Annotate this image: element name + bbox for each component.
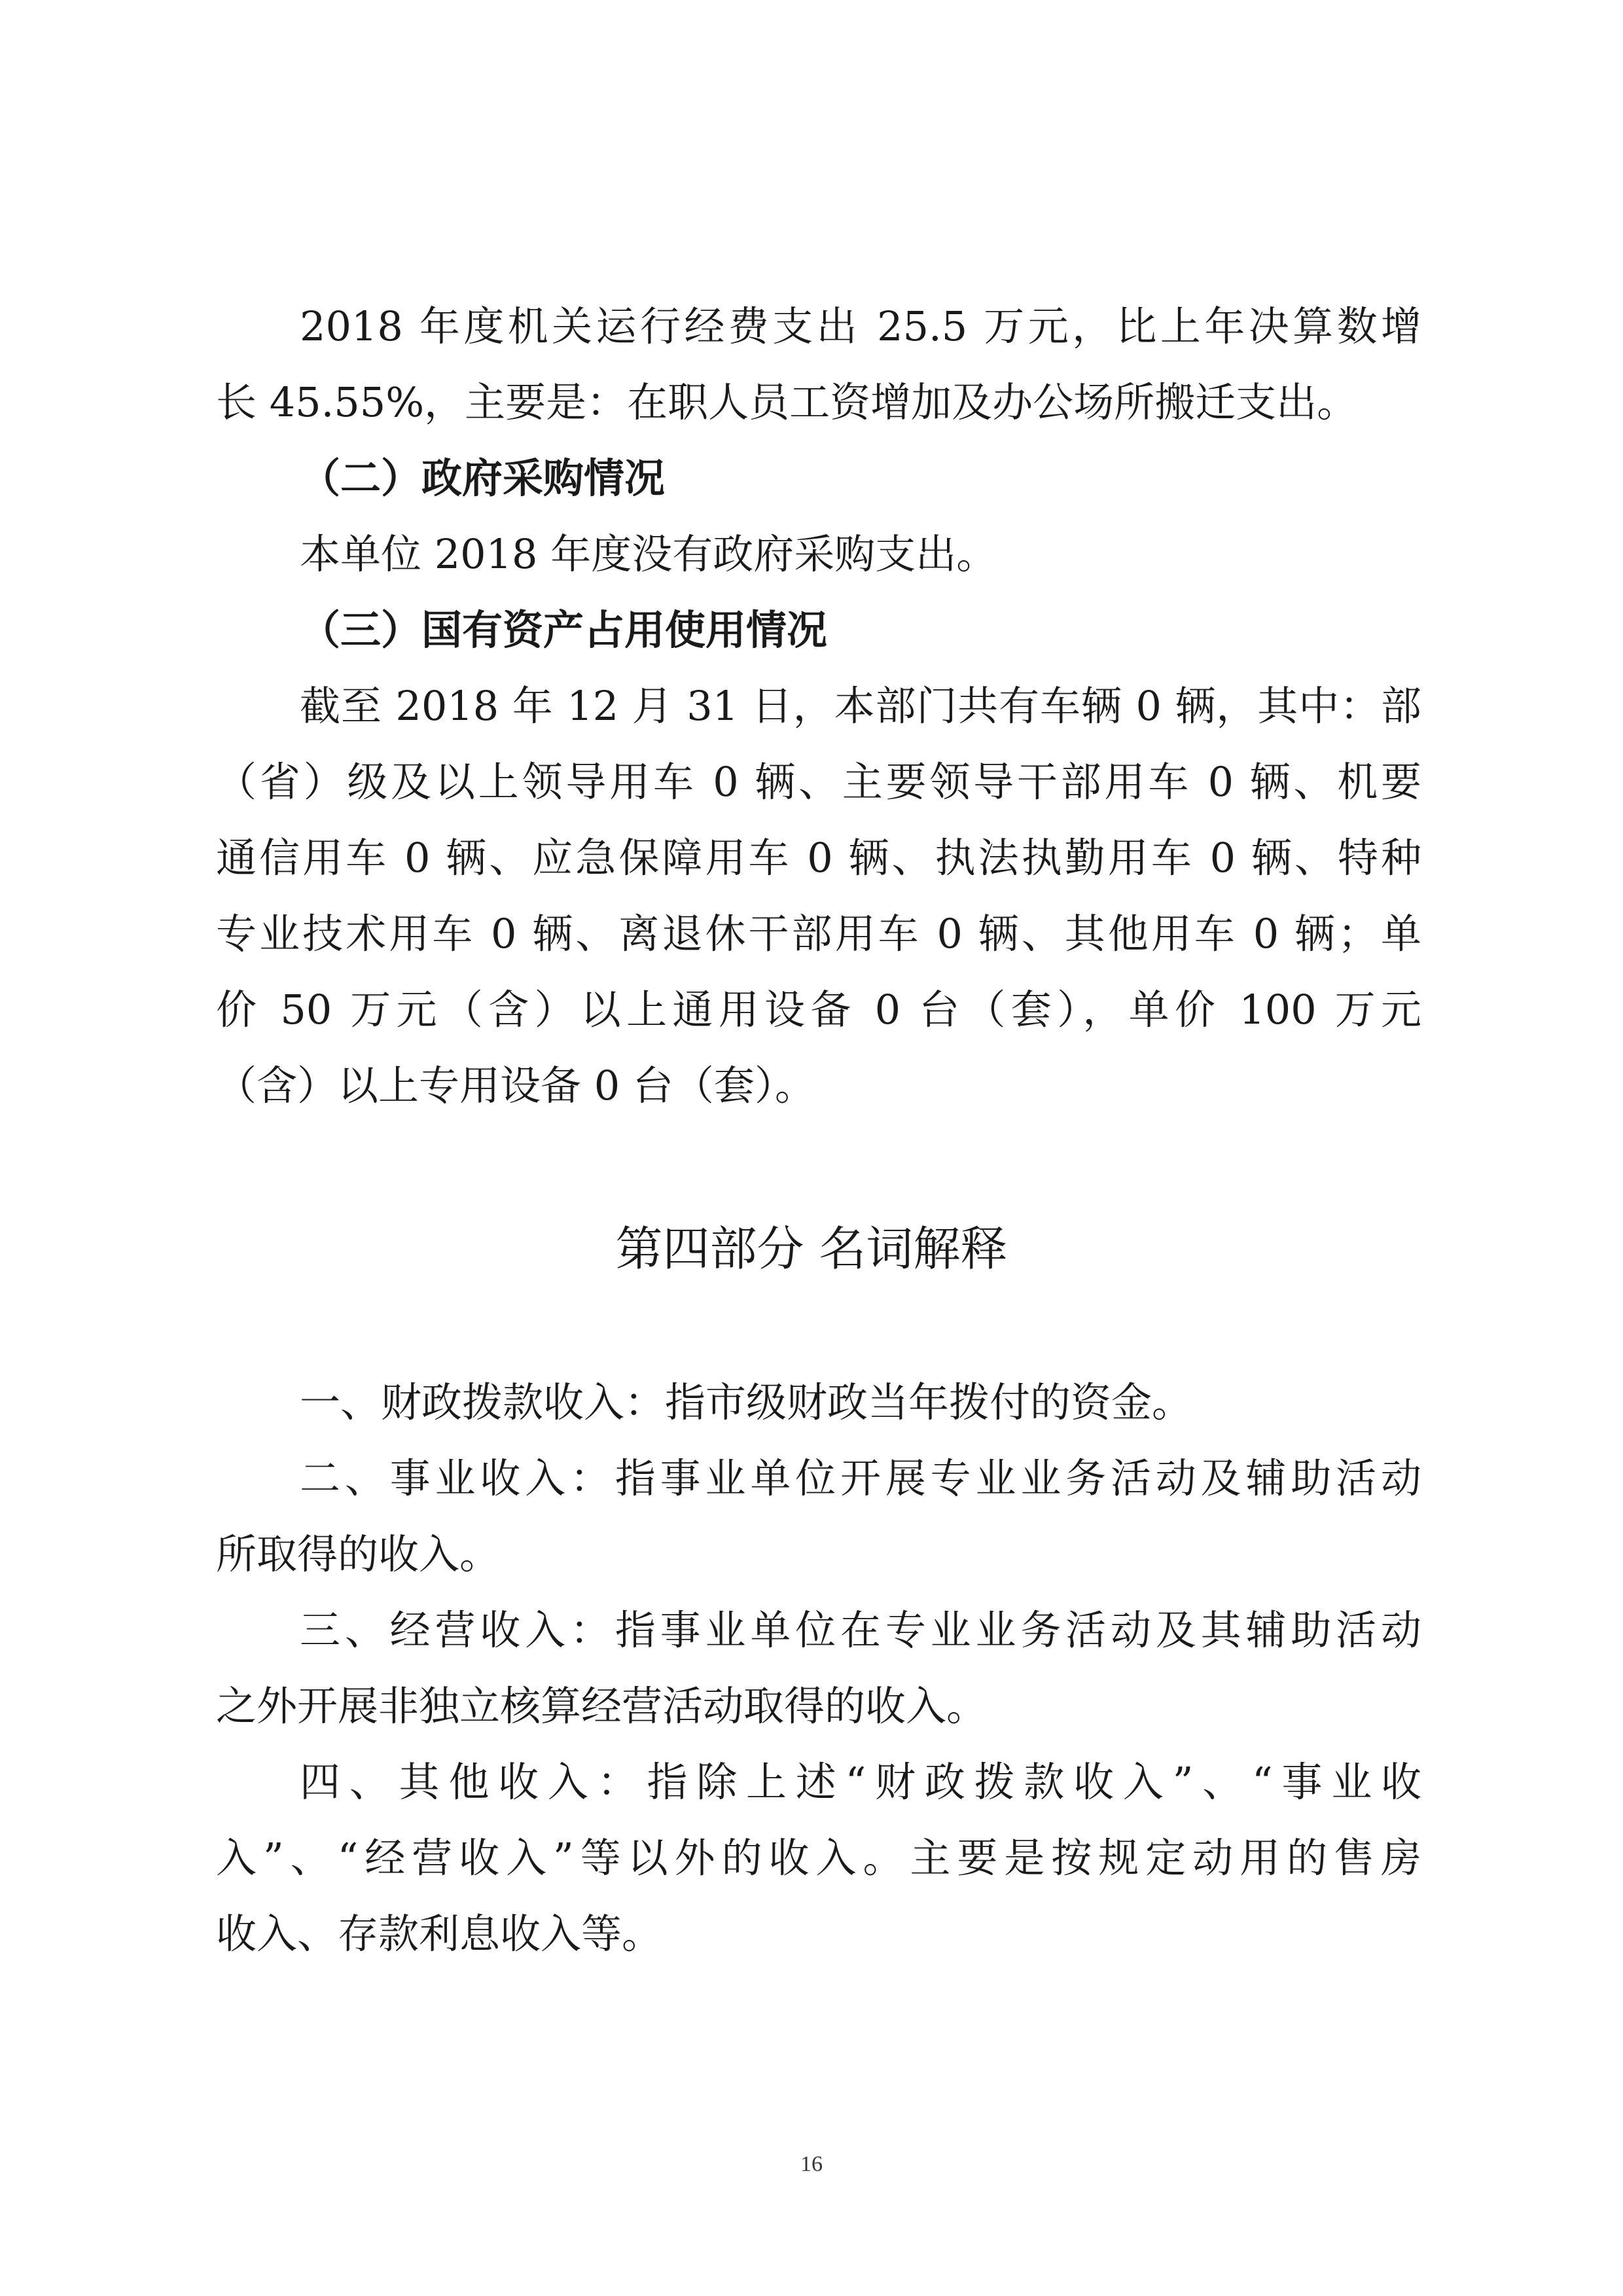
paragraph-line: 截至 2018 年 12 月 31 日，本部门共有车辆 0 辆，其中：部 bbox=[300, 682, 1421, 730]
subheading-procurement: （二）政府采购情况 bbox=[300, 454, 666, 502]
definition-item-continued: 所取得的收入。 bbox=[216, 1530, 501, 1578]
definition-item: 四、其他收入：指除上述“财政拨款收入”、“事业收 bbox=[300, 1758, 1421, 1806]
paragraph-line: 通信用车 0 辆、应急保障用车 0 辆、执法执勤用车 0 辆、特种 bbox=[216, 834, 1421, 882]
paragraph-line: 专业技术用车 0 辆、离退休干部用车 0 辆、其他用车 0 辆；单 bbox=[216, 910, 1421, 958]
definition-item-continued: 入”、“经营收入”等以外的收入。主要是按规定动用的售房 bbox=[216, 1834, 1421, 1882]
subheading-state-assets: （三）国有资产占用使用情况 bbox=[300, 606, 828, 654]
paragraph-line: 价 50 万元（含）以上通用设备 0 台（套），单价 100 万元 bbox=[216, 986, 1421, 1033]
definition-item: 一、财政拨款收入：指市级财政当年拨付的资金。 bbox=[300, 1378, 1193, 1426]
section-title: 第四部分 名词解释 bbox=[615, 1221, 1008, 1276]
definition-item: 二、事业收入：指事业单位开展专业业务活动及辅助活动 bbox=[300, 1454, 1421, 1502]
definition-item: 三、经营收入：指事业单位在专业业务活动及其辅助活动 bbox=[300, 1606, 1421, 1654]
paragraph-line: 本单位 2018 年度没有政府采购支出。 bbox=[300, 530, 997, 578]
page-number: 16 bbox=[800, 2152, 823, 2176]
paragraph-line: （省）级及以上领导用车 0 辆、主要领导干部用车 0 辆、机要 bbox=[216, 758, 1421, 806]
definition-item-continued: 收入、存款利息收入等。 bbox=[216, 1910, 663, 1958]
definition-item-continued: 之外开展非独立核算经营活动取得的收入。 bbox=[216, 1682, 988, 1730]
paragraph-line: （含）以上专用设备 0 台（套）。 bbox=[216, 1062, 815, 1109]
paragraph-line: 长 45.55%，主要是：在职人员工资增加及办公场所搬迁支出。 bbox=[216, 378, 1358, 426]
paragraph-line: 2018 年度机关运行经费支出 25.5 万元，比上年决算数增 bbox=[300, 302, 1421, 350]
